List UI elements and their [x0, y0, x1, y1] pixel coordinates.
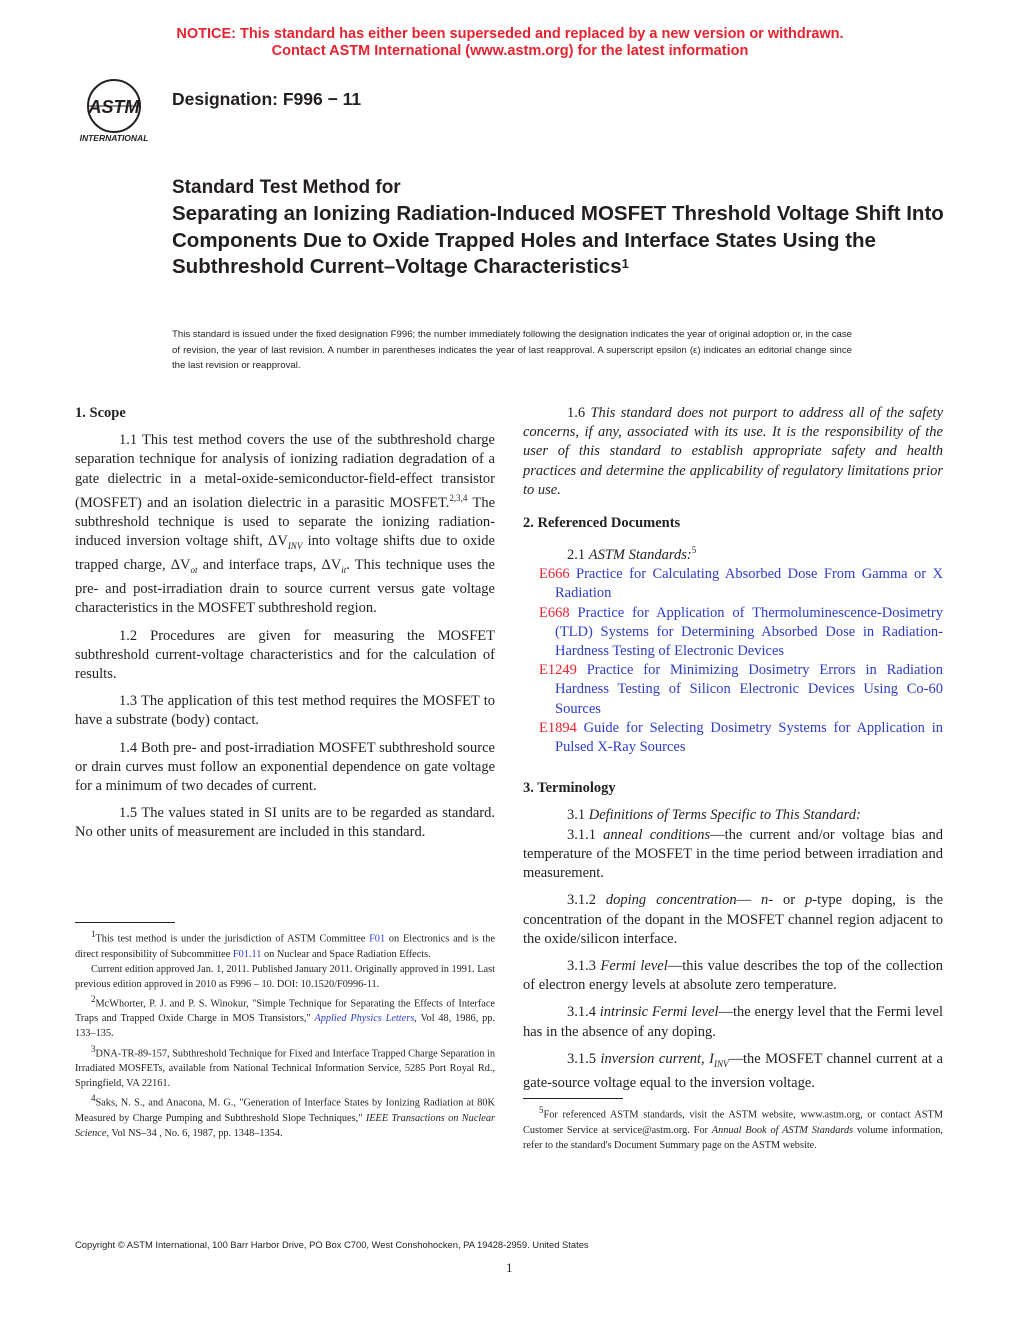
left-footnotes	[75, 922, 495, 1141]
logo-text: ASTM	[88, 97, 140, 117]
footnote-1: $^1$This test method is under the jurisdiction of ASTM Committee F01 on Electronics and is the direct responsibility of Subcommittee F01.11 on Nuclear and Space Radiation Effects.	[75, 929, 495, 960]
title-main-text: Separating an Ionizing Radiation-Induced MOSFET Threshold Voltage Shift Into Components Due to Oxide Trapped Holes and Interface States Using the Subthreshold Current–Voltage Characteristics	[172, 202, 944, 278]
footnote-3: $^3$DNA-TR-89-157, Subthreshold Technique for Fixed and Interface Trapped Charge Separation in Irradiated MOSFETs, available from National Technical Information Service, 5285 Port Royal Rd., Springfield, VA 22161.	[75, 1043, 495, 1090]
scope-1-5: 1.5 The values stated in SI units are to be regarded as standard. No other units of measurement are included in this standard.	[75, 805, 495, 841]
footnote-rule	[75, 922, 175, 923]
astm-standards-label: 2.1 ASTM Standards:$^5$	[567, 545, 697, 564]
right-footnotes	[523, 1098, 943, 1153]
scope-1-1: 1.1 This test method covers the use of the subthreshold charge separation technique for analysis of ionizing radiation degradation of a gate dielectric in a metal-oxide-semiconductor-field-effect transistor (MOSFET) and an isolation dielectric in a parasitic MOSFET.$^{2,3,4}$ The subthreshold technique is used to separate the ionizing radiation-induced inversion voltage shift, $\Delta V_{INV}$ into voltage shifts due to oxide trapped charge, $\Delta V_{ot}$ and interface traps, $\Delta V_{it}$. This technique uses the pre- and post-irradiation drain to source current versus gate voltage characteristics in the MOSFET subthreshold region.	[75, 432, 496, 617]
standard-title	[172, 176, 972, 281]
designation: Designation: F996 − 11	[172, 89, 362, 109]
term-3-1: 3.1 Definitions of Terms Specific to This Standard:	[567, 807, 861, 824]
astm-logo	[66, 74, 162, 146]
logo-subtext: INTERNATIONAL	[79, 133, 149, 143]
notice-line-2: Contact ASTM International (www.astm.org) for the latest information	[271, 43, 749, 59]
footnote-5: $^5$For referenced ASTM standards, visit the ASTM website, www.astm.org, or contact ASTM Customer Service at service@astm.org. For Annual Book of ASTM Standards volume information, refer to the standard's Document Summary page on the ASTM website.	[523, 1105, 943, 1151]
footnote-1-edition: Current edition approved Jan. 1, 2011. Published January 2011. Originally approved in 1991. Last previous edition approved in 2010 as F996 – 10. DOI: 10.1520/F0996-11.	[75, 963, 495, 990]
notice-line-1: NOTICE: This standard has either been superseded and replaced by a new version or withdrawn.	[176, 26, 844, 42]
reference-e666[interactable]: E666 Practice for Calculating Absorbed Dose From Gamma or X Radiation	[539, 566, 943, 602]
reference-e1249[interactable]: E1249 Practice for Minimizing Dosimetry Errors in Radiation Hardness Testing of Silicon Electronic Devices Using Co-60 Sources	[539, 662, 943, 717]
term-3-1-2: 3.1.2 doping concentration— n- or p-type doping, is the concentration of the dopant in the MOSFET channel region adjacent to the oxide/silicon interface.	[523, 892, 944, 947]
link-f01-11[interactable]: F01.11	[232, 948, 262, 960]
page-number: 1	[506, 1260, 513, 1275]
superseded-notice	[0, 26, 1020, 60]
issued-note: This standard is issued under the fixed designation F996; the number immediately following the designation indicates the year of original adoption or, in the case of revision, the year of last revision. A number in parentheses indicates the year of last reapproval. A superscript epsilon (ε) indicates an editorial change since the last revision or reapproval.	[172, 329, 852, 371]
referenced-heading: 2. Referenced Documents	[523, 515, 681, 532]
link-applied-physics-letters[interactable]: Applied Physics Letters	[314, 1013, 415, 1025]
footnote-rule-right	[523, 1098, 623, 1099]
term-3-1-4: 3.1.4 intrinsic Fermi level—the energy level that the Fermi level has in the absence of any doping.	[523, 1004, 944, 1040]
term-3-1-5: 3.1.5 inversion current, $I_{INV}—the$ MOSFET channel current at a gate-source voltage equal to the inversion voltage.	[523, 1050, 943, 1091]
copyright: Copyright © ASTM International, 100 Barr Harbor Drive, PO Box C700, West Conshohocken, PA 19428-2959. United States	[75, 1239, 589, 1250]
footnote-4: $^4$Saks, N. S., and Anacona, M. G., "Generation of Interface States by Ionizing Radiation at 80K Measured by Charge Pumping and Subthreshold Slope Techniques," IEEE Transactions on Nuclear Science, Vol NS–34 , No. 6, 1987, pp. 1348–1354.	[75, 1093, 495, 1139]
left-column	[75, 404, 495, 851]
title-line-1: Standard Test Method for	[172, 177, 401, 198]
right-column	[523, 404, 943, 1101]
scope-heading: 1. Scope	[75, 405, 126, 421]
term-3-1-1: 3.1.1 anneal conditions—the current and/or voltage bias and temperature of the MOSFET in the time period between irradiation and measurement.	[523, 826, 943, 882]
title-main	[172, 201, 972, 281]
scope-1-6: 1.6 This standard does not purport to address all of the safety concerns, if any, associated with its use. It is the responsibility of the user of this standard to establish appropriate safety and health practices and determine the applicability of regulatory limitations prior to use.	[523, 405, 944, 498]
scope-1-2: 1.2 Procedures are given for measuring the MOSFET subthreshold current-voltage characteristics and for the calculation of results.	[75, 627, 495, 683]
reference-e668[interactable]: E668 Practice for Application of Thermoluminescence-Dosimetry (TLD) Systems for Determining Absorbed Dose in Radiation-Hardness Testing of Electronic Devices	[539, 604, 943, 660]
title-footnote-mark: 1	[621, 256, 629, 271]
term-3-1-3: 3.1.3 Fermi level—this value describes the top of the collection of electron energy levels at absolute zero temperature.	[523, 957, 943, 994]
reference-e1894[interactable]: E1894 Guide for Selecting Dosimetry Systems for Application in Pulsed X-Ray Sources	[539, 719, 943, 756]
link-f01[interactable]: F01	[369, 933, 386, 945]
footnote-2: $^2$McWhorter, P. J. and P. S. Winokur, "Simple Technique for Separating the Effects of Interface Traps and Trapped Oxide Charge in MOS Transistors," Applied Physics Letters, Vol 48, 1986, pp. 133–135.	[75, 993, 495, 1040]
terminology-heading: 3. Terminology	[523, 780, 616, 797]
scope-1-3: 1.3 The application of this test method requires the MOSFET to have a substrate (body) contact.	[75, 693, 495, 729]
scope-1-4: 1.4 Both pre- and post-irradiation MOSFET subthreshold source or drain curves must follow an exponential dependence on gate voltage for a minimum of two decades of current.	[75, 739, 495, 795]
